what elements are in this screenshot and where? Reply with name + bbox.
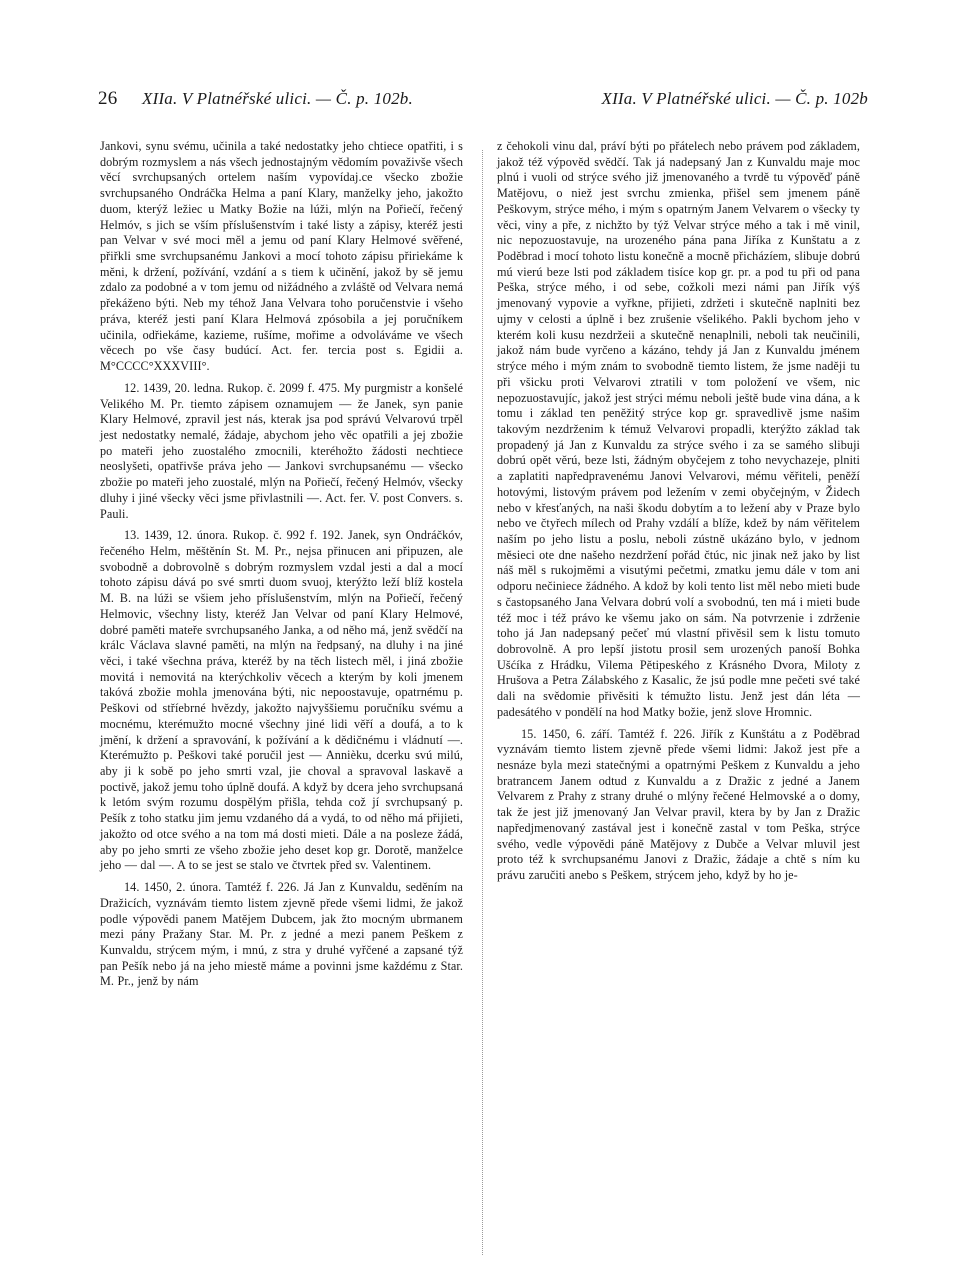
paragraph-continuation: Jankovi, synu svému, učinila a také nedostatky jeho chtiece opatřiti, i s dobrým rozmyslem a nás všech jednostajným vědomím považivše všech věcí svrchupsaných ortelem naším vypovídaj.ce všecko zbožie svrchupsaného Ondráčka Helma a paní Klary, manželky jeho, jakožto duom, kterýž ležiec u Matky Božie na lúži, mlýn na Pořiečí, řečený Helmóv, s jich se vším příslušenstvím i také listy a zápisy, kteréž jesti pan Velvar v své moci měl a jemu od paní Klary Helmové svěřené, přiřkli sme svrchupsanému Jankovi a mocí tohoto zápisu přiriekáme k měni, k držení, požívání, vzdání a s tiem k učinění, jakož by sě jemu zdalo za podobné a v tom jemu od nižádného a zvláště od Velvara nemá překáženo býti. Neb my téhož Jana Velvara toho poručenstvie i všeho práva, kteréž jesti paní Klara Helmová zpósobila a jej poručníkem učinila, odřiekáme, kazieme, rušíme, mořime a odvoláváme ve všech věcech po vše časy budúcí. Act. fer. tercia post s. Egidii a. M°CCCC°XXXVIII°. — [100, 139, 463, 374]
entry-14: 14. 1450, 2. února. Tamtéž f. 226. Já Jan z Kunvaldu, seděním na Dražicích, vyznávám tiemto listem zjevně přede všemi lidmi, že jakož podle výpovědi panem Matějem Dubcem, jak žto mocným ubrmanem mezi pány Pražany Star. M. Pr. z jedné a mezi panem Peškem z Kunvaldu, strýcem mým, i mnú, z stra y druhé vyřčené a zapsané týž pan Pešík nebo já na jeho miestě máme a povinni jsme každému z Star. M. Pr., jenž by nám — [100, 880, 463, 989]
running-header — [98, 88, 868, 118]
page-number: 26 — [98, 88, 118, 109]
entry-14-continuation: z čehokoli vinu dal, práví býti po přátelech nebo právem pod základem, jakož též výpověd svědčí. Tak já nadepsaný Jan z Kunvaldu maje moc plnú i vuoli od strýce svého již jmenovaného a tvrdě tu výpověď páně Matějovu, o niež jest svrchu zmienka, přišel sem jmenem páně Peškovym, strýce mého, i mým s opatrným Janem Velvarem o všecky ty věci, viny a pře, z nichžto by týž Velvar strýce mého a tak i mě vinil, nic nepozuostavuje, na urozeného pána pana Jiříka z Kunštatu a z Poděbrad i mocí tohoto listu konečně a mocně přicházíem, slibuje dobrú mú vierú beze lsti pod základem tisíce kop gr. pr. a pod tu při od pana Peška, strýce mého, i od sebe, cožkoli mezi námi pan Jiřík výš jmenovaný vypovie a vyřkne, přijieti, zdržeti i skutečně naplniti bez ujmy v celosti a úplně i bez zrušenie všelikého. Pakli bychom jeho v kterém koli kusu nezdržeii a skutečně nenaplnili, neboli tak neučinili, jakož nám bude vyrčeno a kázáno, tehdy já Jan z Kunvaldu jménem strýce mého i mým znám to svobodně tiemto listem, že jsme naději tu při všicku proti Velvarovi ztratili v tom položení ve všem, nic nepozuostavujíc, jakož jest strýci mému neboli ještě bude vina dána, a k tomu i základ ten peněžitý strýce kop gr. spravedlivě jsme našim takovým nezdrženim k témuž Velvarovi propadli, kterýžto základ tak propadený já Jan z Kunvaldu za strýce svého i za se samého slibuji dobrú opět věrú, beze lsti, žádným obyčejem z toho nevychazeje, plniti a zaplatiti napředpravenému Janovi Velvarovi, mému věřiteli, peněží hotovými, listovým právem pod ležením v zemi obyčejným, v Židech nebo v křesťaných, na naši škodu dobytím a to ležení aby v Praze bylo nebo ve čtyřech mílech od Prahy vzdálí a blíže, kdež by nám věřitelem naším po jeho listu a poslu, neboli zústně ukázáno bylo, v jednom měsieci ote dne našeho nezdržení pořád čtúc, nic jinak než jako by list náš měl s rukojměmi a visutými pečetmi, zmatku jemu dále v tom ani odporu nečiniece žádného. A kdož by koli tento list měl nebo mieti bude s častopsaného Jana Velvara dobrú volí a svobodnú, ten má i mieti bude též moc i též právo ke všemu jako on sám. Na potvrzenie i zdrženie toho já Jan nadepsaný pečeť mú vlastní přivěsil sem k listu tomuto dobrovolně. A pro lepší jistotu prosil sem urozených panoší Bohka Ušćíka z Hrádku, Vilema Pětipeského z Krásného Dvora, Miloty z Hrušova a Petra Zálabského z Kasalic, že jsú podle mne pečeti své také dali na svědomie přivěsiti k témužto listu. Jenž jest dán léta — padesátého v pondělí na hod Matky božie, jenž slove Hromnic. — [497, 139, 860, 719]
entry-15: 15. 1450, 6. září. Tamtéž f. 226. Jiřík z Kunštátu a z Poděbrad vyznávám tiemto listem zjevně přede všemi lidmi: Jakož jest pře a nesnáze byla mezi statečnými a opatrnými Peškem z Kunvaldu a jeho bratrancem Janem odtud z Kunvaldu a z Dražic z jedné a Janem Velvarem z Prahy z strany druhé o mlýny řečené Helmovské a o domy, tak že jest již jmenovaný Jan Velvar pravil, ktera by by Jan z Dražic napředjmenovaný zastával jest i konečně zastal v tom Peška, strýce svého, vedle výpovědi páně Matějovy z Dubče a Velvar mluvil jest proto též k svrchupsanému Janovi z Dražic, žádaje a chtě s ním ku právu zaručiti anebo s Peškem, strýcem jeho, když by ho je- — [497, 726, 860, 883]
entry-12: 12. 1439, 20. ledna. Rukop. č. 2099 f. 475. My purgmistr a konšelé Velikého M. Pr. tiemto zápisem oznamujem — že Janek, syn panie Klary Helmové, zpravil jest nás, kterak jsa pod správú Velvarovú trpěl jest nedostatky nemalé, žádaje, abychom jeho věc opatřili a jej zbožie po mateři jeho zuostalého zmocnili, kteréhožto žádosti nechtiece neoslyšeti, opatřivše práva jeho — Jankovi svrchupsanému — všecko zbožie po mateři jeho zuostalé, mlýn na Pořiečí, řečený Helmóv, všecky dluhy i jiné všecky věci jsme přivlastnili —. Act. fer. V. post Convers. s. Pauli. — [100, 380, 463, 521]
left-column — [100, 139, 463, 990]
entry-13: 13. 1439, 12. února. Rukop. č. 992 f. 192. Janek, syn Ondráčkóv, řečeného Helm, měštěnín St. M. Pr., nejsa přinucen ani připuzen, ale svobodně a dobrovolně s dobrým rozmyslem vzdal jesti a dal a mocí tohoto zápisu dává po své smrti duom svuoj, kterýžto leží blíž kostela M. B. na lúži se všiem jeho příslušenstvím, mlýn na Pořiečí, řečený Helmovic, všechny listy, kteréž Jan Velvar od paní Klary Helmové, dobré paměti mateře svrchupsaného Janka, a od něho má, jenž svědčí na králc Václava slavné paměti, na mlýn na ředpsaný, na dluhy i na jiné věci, i také všechna práva, kteréž by na těch listech měl, i jiná zbožie movitá i nemovitá na kterýchkoliv věcech a kterým by koli jmenem takóvá zbožie mohla jmenována býti, nic nepoostavuje, opatrnému p. Peškovi od stříebrné hvězdy, jakožto najvyššiemu poručníku svému a mocnému, kterémužto mocné všechny jiné lidi věří a doufá, a to k jmění, k držení a spravování, k požívání a k dědičnému i vládnutí —. Kterémužto p. Peškovi také poručil jest — Annièku, dcerku svú milú, aby ji k sobě po jeho smrti vzal, jie choval a spravoval laskavě a poctivě, jakož jemu toho úplně doufá. A když by dcera jeho svrchupsaná k letóm svým rozumu dospělým přišla, tehda což jí svrchupsaný p. Pešík z toho statku jim jemu vzdaného dá a vydá, to od něho má přijieti, jakožto od otce svého a na tom má dosti mieti. Dále a na posleze žádá, aby po jeho smrti ze všeho zbožie jeho deset kop gr. Dorotě, manželce jeho — dal —. A to se jest se stalo ve čtvrtek před sv. Valentinem. — [100, 528, 463, 873]
column-divider — [482, 150, 483, 1255]
right-column — [497, 139, 860, 884]
left-running-title: XIIa. V Platnéřské ulici. — Č. p. 102b. — [142, 89, 413, 108]
right-running-title: XIIa. V Platnéřské ulici. — Č. p. 102b — [601, 89, 868, 108]
